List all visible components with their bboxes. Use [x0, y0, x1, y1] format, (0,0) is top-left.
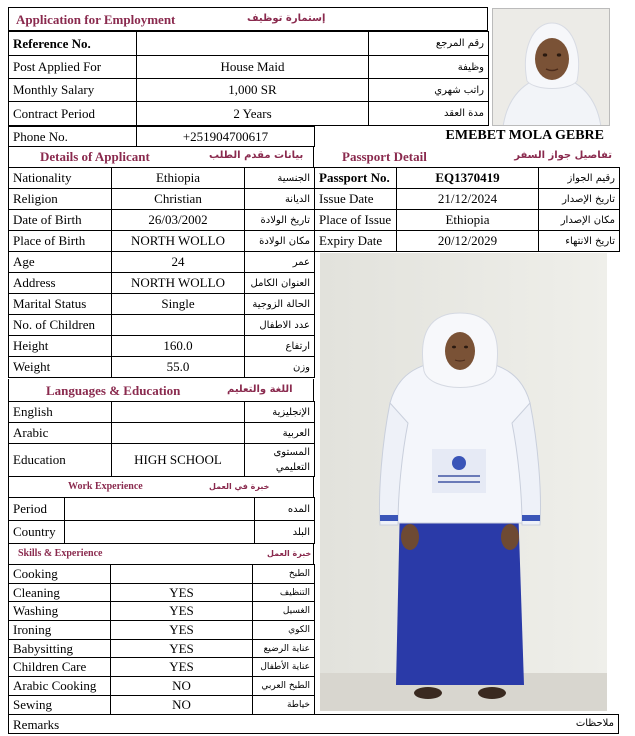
- row-label: Nationality: [9, 168, 112, 189]
- table-row: [9, 168, 315, 189]
- row-value: YES: [111, 602, 253, 621]
- row-label: Age: [9, 252, 112, 273]
- row-label-ar: رقيم الجواز: [539, 168, 620, 189]
- passport-section-title-ar: تفاصيل جواز السفر: [514, 150, 612, 161]
- row-label: Education: [9, 444, 112, 477]
- row-value: YES: [111, 658, 253, 677]
- form-title: Application for Employment: [16, 12, 176, 27]
- row-label-ar: عناية الرضيع: [253, 639, 315, 658]
- contract-label-ar: مدة العقد: [369, 102, 489, 126]
- portrait-image: [493, 9, 610, 126]
- table-row: [315, 231, 620, 252]
- full-body-photo: [320, 253, 607, 711]
- row-label: Babysitting: [9, 639, 111, 658]
- reference-label-ar: رقم المرجع: [369, 32, 489, 56]
- applicant-table: [8, 167, 315, 378]
- row-label-ar: خياطة: [253, 695, 315, 714]
- row-label: Sewing: [9, 695, 111, 714]
- row-value: 21/12/2024: [397, 189, 539, 210]
- row-value: YES: [111, 583, 253, 602]
- row-label-ar: الديانة: [245, 189, 315, 210]
- table-row: [315, 189, 620, 210]
- row-value: NORTH WOLLO: [112, 273, 245, 294]
- table-row: [9, 102, 489, 126]
- table-row: [9, 677, 315, 696]
- row-label-ar: الغسيل: [253, 602, 315, 621]
- row-value: [112, 423, 245, 444]
- portrait-photo: [492, 8, 610, 126]
- row-value: 26/03/2002: [112, 210, 245, 231]
- work-section-title-ar: خبرة في العمل: [209, 482, 270, 491]
- reference-value: [137, 32, 369, 56]
- row-label-ar: الطبخ: [253, 565, 315, 584]
- table-row: [9, 273, 315, 294]
- post-value: House Maid: [137, 56, 369, 79]
- row-value: [112, 315, 245, 336]
- row-value: 160.0: [112, 336, 245, 357]
- row-label-ar: تاريخ الانتهاء: [539, 231, 620, 252]
- table-row: [315, 210, 620, 231]
- passport-section-title: Passport Detail: [342, 149, 427, 164]
- post-label-ar: وظيفة: [369, 56, 489, 79]
- row-label: Place of Issue: [315, 210, 397, 231]
- phone-label: Phone No.: [9, 127, 137, 147]
- row-value: EQ1370419: [397, 168, 539, 189]
- table-row: [9, 315, 315, 336]
- row-value: NO: [111, 677, 253, 696]
- work-section-title: Work Experience: [68, 481, 143, 492]
- row-label-ar: عدد الاطفال: [245, 315, 315, 336]
- row-value: Ethiopia: [397, 210, 539, 231]
- row-label: Place of Birth: [9, 231, 112, 252]
- row-label: Cleaning: [9, 583, 111, 602]
- table-row: [9, 231, 315, 252]
- row-value: [112, 402, 245, 423]
- row-value: YES: [111, 621, 253, 640]
- row-label: Issue Date: [315, 189, 397, 210]
- applicant-section-header: [8, 146, 314, 167]
- row-label-ar: عمر: [245, 252, 315, 273]
- table-row: [9, 357, 315, 378]
- table-row: [9, 252, 315, 273]
- row-value: [111, 565, 253, 584]
- table-row: [9, 602, 315, 621]
- table-row: [9, 294, 315, 315]
- salary-value: 1,000 SR: [137, 79, 369, 102]
- row-label-ar: الإنجليزية: [245, 402, 315, 423]
- row-label: Period: [9, 498, 65, 521]
- row-label-ar: تاريخ الولادة: [245, 210, 315, 231]
- row-label: Cooking: [9, 565, 111, 584]
- row-value: 24: [112, 252, 245, 273]
- row-label: No. of Children: [9, 315, 112, 336]
- skills-section-title: Skills & Experience: [18, 548, 103, 559]
- row-label-ar: مكان الإصدار: [539, 210, 620, 231]
- row-label-ar: مكان الولادة: [245, 231, 315, 252]
- row-label: Washing: [9, 602, 111, 621]
- table-row: [9, 189, 315, 210]
- row-label-ar: الكوي: [253, 621, 315, 640]
- skills-section-header: [8, 543, 314, 564]
- passport-section-header: [314, 146, 620, 167]
- skills-section-title-ar: خبرة العمل: [267, 549, 312, 558]
- form-header: [8, 7, 488, 31]
- row-value: Single: [112, 294, 245, 315]
- reference-label: Reference No.: [9, 32, 137, 56]
- table-row: [9, 695, 315, 714]
- row-label-ar: العنوان الكامل: [245, 273, 315, 294]
- table-row: [9, 583, 315, 602]
- passport-table: [314, 167, 620, 252]
- row-label-ar: البلد: [255, 521, 315, 544]
- row-value: 20/12/2029: [397, 231, 539, 252]
- work-table: [8, 497, 315, 544]
- table-row: [9, 621, 315, 640]
- table-row: [9, 498, 315, 521]
- table-row: [9, 402, 315, 423]
- row-label: Arabic: [9, 423, 112, 444]
- table-row: [9, 210, 315, 231]
- row-label: Marital Status: [9, 294, 112, 315]
- row-label-ar: الطبخ العربي: [253, 677, 315, 696]
- languages-table: [8, 401, 315, 477]
- table-row: [9, 658, 315, 677]
- applicant-name: EMEBET MOLA GEBRE: [445, 128, 604, 143]
- salary-label-ar: راتب شهري: [369, 79, 489, 102]
- table-row: [9, 127, 315, 147]
- top-info-table: [8, 31, 489, 126]
- full-body-image: [320, 253, 607, 711]
- remarks-label: Remarks: [13, 717, 60, 732]
- table-row: [9, 79, 489, 102]
- contract-label: Contract Period: [9, 102, 137, 126]
- row-label-ar: وزن: [245, 357, 315, 378]
- row-label: Expiry Date: [315, 231, 397, 252]
- row-value: [65, 521, 255, 544]
- phone-table: [8, 126, 315, 147]
- work-section-header: [8, 476, 314, 497]
- table-row: [9, 56, 489, 79]
- row-value: [65, 498, 255, 521]
- row-value: Christian: [112, 189, 245, 210]
- row-label: Religion: [9, 189, 112, 210]
- row-label-ar: الحالة الزوجية: [245, 294, 315, 315]
- table-row: [9, 639, 315, 658]
- row-value: 55.0: [112, 357, 245, 378]
- contract-value: 2 Years: [137, 102, 369, 126]
- row-label-ar: تاريخ الإصدار: [539, 189, 620, 210]
- row-label: Weight: [9, 357, 112, 378]
- row-label: Address: [9, 273, 112, 294]
- remarks-label-ar: ملاحظات: [575, 718, 614, 729]
- phone-value: +251904700617: [137, 127, 315, 147]
- row-label-ar: العربية: [245, 423, 315, 444]
- table-row: [9, 565, 315, 584]
- table-row: [9, 444, 315, 477]
- table-row: [315, 168, 620, 189]
- row-label: Passport No.: [315, 168, 397, 189]
- row-label-ar: التنظيف: [253, 583, 315, 602]
- salary-label: Monthly Salary: [9, 79, 137, 102]
- remarks-row: [8, 714, 619, 734]
- row-label-ar: الجنسية: [245, 168, 315, 189]
- row-label-ar: المستوى التعليمي: [245, 444, 315, 477]
- row-label: Ironing: [9, 621, 111, 640]
- row-label: English: [9, 402, 112, 423]
- post-label: Post Applied For: [9, 56, 137, 79]
- table-row: [9, 423, 315, 444]
- row-label-ar: عناية الأطفال: [253, 658, 315, 677]
- table-row: [9, 32, 489, 56]
- table-row: [9, 336, 315, 357]
- row-value: HIGH SCHOOL: [112, 444, 245, 477]
- row-label-ar: ارتفاع: [245, 336, 315, 357]
- languages-section-header: [8, 379, 314, 401]
- row-label: Children Care: [9, 658, 111, 677]
- row-value: Ethiopia: [112, 168, 245, 189]
- applicant-section-title: Details of Applicant: [40, 149, 150, 164]
- languages-section-title: Languages & Education: [46, 383, 181, 398]
- applicant-section-title-ar: بيانات مقدم الطلب: [209, 150, 304, 161]
- form-title-ar: إستمارة توظيف: [247, 13, 326, 24]
- row-label: Country: [9, 521, 65, 544]
- row-label: Date of Birth: [9, 210, 112, 231]
- row-value: NORTH WOLLO: [112, 231, 245, 252]
- row-value: NO: [111, 695, 253, 714]
- row-label: Height: [9, 336, 112, 357]
- row-value: YES: [111, 639, 253, 658]
- languages-section-title-ar: اللغة والتعليم: [227, 384, 293, 395]
- skills-table: [8, 564, 315, 715]
- table-row: [9, 521, 315, 544]
- row-label: Arabic Cooking: [9, 677, 111, 696]
- row-label-ar: المده: [255, 498, 315, 521]
